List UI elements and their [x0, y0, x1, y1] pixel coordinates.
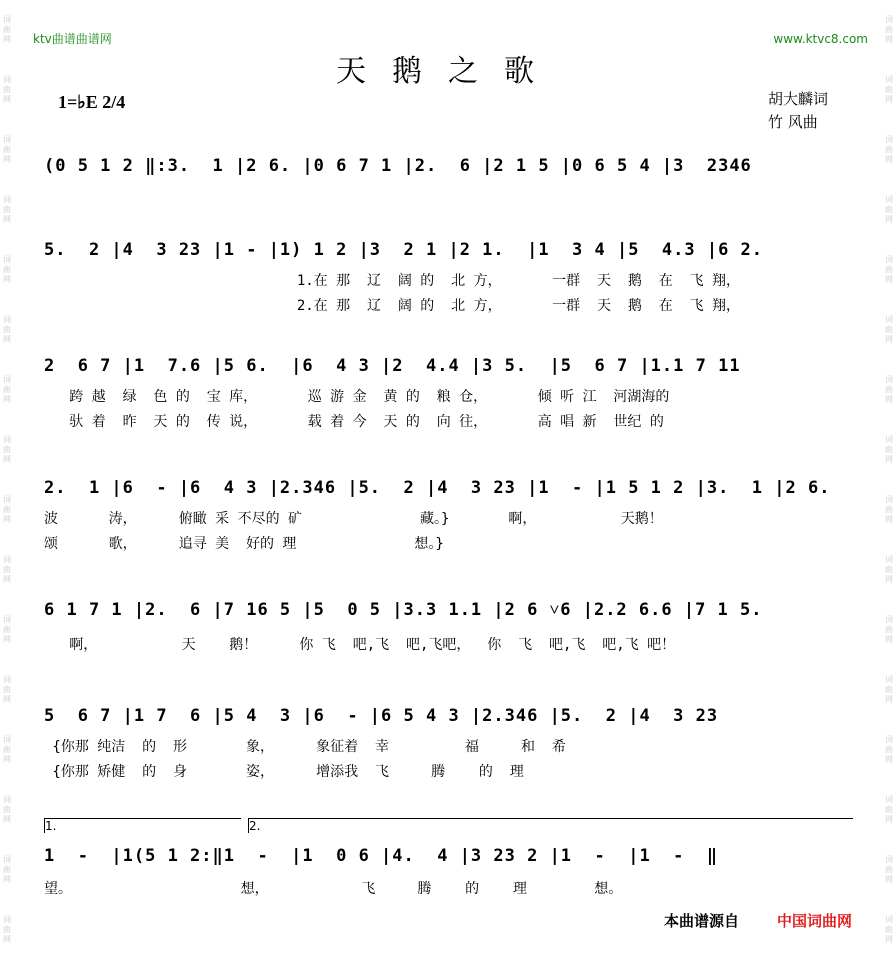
notation-line: 5 6 7 |1 7 6 |5 4 3 |6 - |6 5 4 3 |2.346 |5. 2 |4 3 23 [44, 706, 719, 726]
lyric-verse-1: 跨 越 绿 色 的 宝 库， 巡 游 金 黄 的 粮 仓， 倾 听 江 河湖海的 [44, 389, 670, 405]
volta-first-ending [44, 818, 241, 833]
notation-line: 2 6 7 |1 7.6 |5 6. |6 4 3 |2 4.4 |3 5. |5 6 7 |1.1 7 11 [44, 356, 741, 376]
watermark-text: 词 曲 网 [3, 375, 11, 404]
composer: 竹 风曲 [768, 113, 818, 131]
lyricist: 胡大麟词 [768, 90, 829, 108]
source-site-link[interactable]: 中国词曲网 [777, 912, 853, 930]
notation-line: (0 5 1 2 ‖:3. 1 |2 6. |0 6 7 1 |2. 6 |2 1 5 |0 6 5 4 |3 2346 [44, 156, 752, 176]
watermark-text: 词 曲 网 [3, 795, 11, 824]
watermark-strip-left [0, 0, 14, 957]
watermark-text: 词 曲 网 [885, 435, 893, 464]
watermark-text: 词 曲 网 [885, 735, 893, 764]
lyric-verse-1: 望。 想， 飞 腾 的 理 想。 [44, 881, 623, 897]
credits [768, 88, 828, 134]
watermark-text: 词 曲 网 [3, 255, 11, 284]
lyric-verse-2: 2.在 那 辽 阔 的 北 方， 一群 天 鹅 在 飞 翔， [44, 298, 741, 314]
notation-line: 1 - |1(5 1 2:‖1 - |1 0 6 |4. 4 |3 23 2 |1 - |1 - ‖ [44, 846, 719, 866]
key-signature: 1=♭E 2/4 [58, 92, 126, 112]
watermark-text: 词 曲 网 [885, 555, 893, 584]
watermark-text: 词 曲 网 [885, 615, 893, 644]
lyric-verse-1: 啊， 天 鹅！ 你 飞 吧,飞 吧,飞吧， 你 飞 吧,飞 吧,飞 吧！ [44, 637, 676, 653]
score-row-2 [44, 240, 854, 340]
score-row-7 [44, 846, 854, 946]
volta-label: 2. [249, 819, 261, 833]
lyric-verse-1: {你那 纯洁 的 形 象， 象征着 幸 福 和 希 [44, 739, 566, 755]
watermark-text: 词 曲 网 [3, 555, 11, 584]
watermark-text: 词 曲 网 [885, 855, 893, 884]
watermark-text: 词 曲 网 [885, 675, 893, 704]
score-row-6 [44, 706, 854, 806]
watermark-text: 词 曲 网 [885, 15, 893, 44]
lyric-verse-2: 驮 着 昨 天 的 传 说， 载 着 今 天 的 向 往， 高 唱 新 世纪 的 [44, 414, 664, 430]
volta-second-ending [248, 818, 853, 833]
lyric-verse-2: {你那 矫健 的 身 姿， 增添我 飞 腾 的 理 [44, 764, 524, 780]
score-row-5 [44, 600, 854, 700]
watermark-strip-right [882, 0, 896, 957]
watermark-text: 词 曲 网 [885, 915, 893, 944]
watermark-text: 词 曲 网 [885, 315, 893, 344]
site-name-left[interactable]: ktv曲谱曲谱网 [33, 32, 112, 46]
watermark-text: 词 曲 网 [3, 15, 11, 44]
watermark-text: 词 曲 网 [3, 855, 11, 884]
notation-line: 5. 2 |4 3 23 |1 - |1) 1 2 |3 2 1 |2 1. |1 3 4 |5 4.3 |6 2. [44, 240, 764, 260]
source-label: 本曲谱源自 [664, 912, 740, 930]
notation-line: 6 1 7 1 |2. 6 |7 16 5 |5 0 5 |3.3 1.1 |2 6 ˅6 |2.2 6.6 |7 1 5. [44, 600, 763, 620]
watermark-text: 词 曲 网 [3, 195, 11, 224]
lyric-verse-2: 颂 歌， 追寻 美 好的 理 想。} [44, 536, 444, 552]
watermark-text: 词 曲 网 [3, 75, 11, 104]
watermark-text: 词 曲 网 [885, 495, 893, 524]
song-title: 天鹅之歌 [336, 54, 560, 89]
watermark-text: 词 曲 网 [3, 435, 11, 464]
watermark-text: 词 曲 网 [3, 315, 11, 344]
watermark-text: 词 曲 网 [885, 75, 893, 104]
watermark-text: 词 曲 网 [885, 195, 893, 224]
watermark-text: 词 曲 网 [3, 495, 11, 524]
watermark-text: 词 曲 网 [885, 375, 893, 404]
watermark-text: 词 曲 网 [3, 135, 11, 164]
lyric-verse-1: 波 涛， 俯瞰 采 不尽的 矿 藏。} 啊， 天鹅！ [44, 511, 663, 527]
score-row-4 [44, 478, 854, 578]
score-row-3 [44, 356, 854, 456]
watermark-text: 词 曲 网 [3, 735, 11, 764]
watermark-text: 词 曲 网 [885, 795, 893, 824]
lyric-verse-1: 1.在 那 辽 阔 的 北 方， 一群 天 鹅 在 飞 翔， [44, 273, 741, 289]
watermark-text: 词 曲 网 [3, 615, 11, 644]
notation-line: 2. 1 |6 - |6 4 3 |2.346 |5. 2 |4 3 23 |1 - |1 5 1 2 |3. 1 |2 6. [44, 478, 831, 498]
site-url-right[interactable]: www.ktvc8.com [773, 32, 868, 46]
watermark-text: 词 曲 网 [3, 915, 11, 944]
watermark-text: 词 曲 网 [885, 135, 893, 164]
volta-label: 1. [45, 819, 57, 833]
watermark-text: 词 曲 网 [885, 255, 893, 284]
watermark-text: 词 曲 网 [3, 675, 11, 704]
